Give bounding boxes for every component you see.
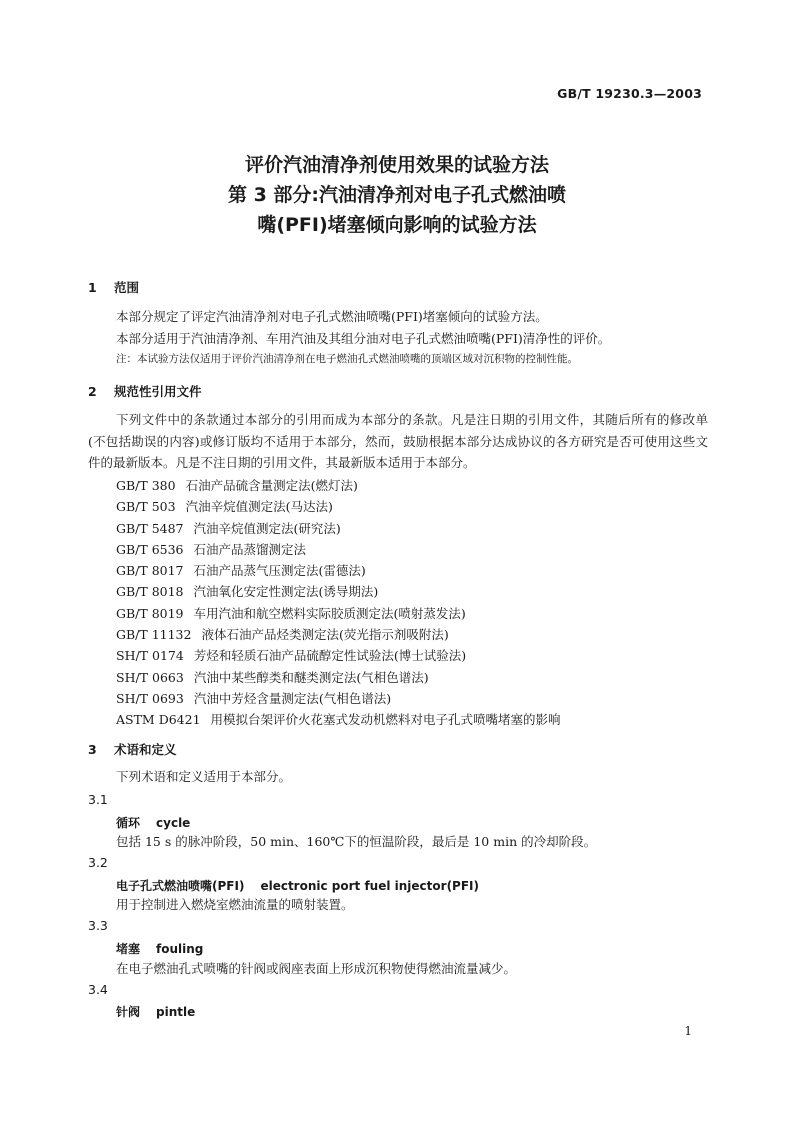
reference-code: GB/T 8018 <box>116 584 184 600</box>
term-number: 3.3 <box>88 918 108 933</box>
term-name-cn: 针阀 <box>116 1005 141 1019</box>
section-number: 1 <box>88 280 97 295</box>
term-name-en: pintle <box>156 1005 196 1019</box>
page-number: 1 <box>684 1024 692 1038</box>
scope-paragraph-2: 本部分适用于汽油清净剂、车用汽油及其组分油对电子孔式燃油喷嘴(PFI)清净性的评价。 <box>116 331 611 346</box>
reference-title: 液体石油产品烃类测定法(荧光指示剂吸附法) <box>201 627 449 643</box>
reference-item <box>116 518 561 539</box>
reference-item <box>116 581 561 602</box>
section-title: 规范性引用文件 <box>114 384 202 399</box>
reference-item <box>116 624 561 645</box>
term-definition: 包括 15 s 的脉冲阶段，50 min、160℃下的恒温阶段，最后是 10 min 的冷却阶段。 <box>116 834 597 849</box>
reference-title: 汽油辛烷值测定法(马达法) <box>185 499 333 515</box>
reference-list <box>116 475 561 731</box>
reference-item <box>116 667 561 688</box>
section-number: 2 <box>88 384 97 399</box>
reference-code: GB/T 380 <box>116 478 176 493</box>
title-line-2: 第 3 部分:汽油清净剂对电子孔式燃油喷 <box>227 184 567 206</box>
reference-item <box>116 496 561 517</box>
term-number: 3.1 <box>88 792 108 807</box>
reference-title: 石油产品硫含量测定法(燃灯法) <box>185 478 358 493</box>
reference-title: 汽油中芳烃含量测定法(气相色谱法) <box>193 690 392 706</box>
normative-references-intro: 下列文件中的条款通过本部分的引用而成为本部分的条款。凡是注日期的引用文件，其随后所有的修改单(不包括勘误的内容)或修订版均不适用于本部分，然而，鼓励根据本部分达成协议的各方研究是否可使用这些文件的最新版本。凡是不注日期的引用文件，其最新版本适用于本部分。 <box>88 412 708 470</box>
reference-item <box>116 603 561 624</box>
reference-title: 车用汽油和航空燃料实际胶质测定法(喷射蒸发法) <box>193 605 466 621</box>
reference-title: 芳烃和轻质石油产品硫醇定性试验法(博士试验法) <box>193 648 467 664</box>
term-name-en: cycle <box>156 816 191 830</box>
reference-code: SH/T 0663 <box>116 669 184 685</box>
term-name-cn: 电子孔式燃油喷嘴(PFI) <box>116 879 245 893</box>
reference-item <box>116 539 561 560</box>
term-name <box>116 1003 195 1020</box>
reference-item <box>116 645 561 666</box>
section-3-heading <box>88 740 177 758</box>
section-1-heading <box>88 278 139 296</box>
reference-item <box>116 709 561 730</box>
section-title: 术语和定义 <box>114 742 177 757</box>
reference-item <box>116 475 561 496</box>
reference-title: 用模拟台架评价火花塞式发动机燃料对电子孔式喷嘴堵塞的影响 <box>210 712 561 728</box>
reference-code: ASTM D6421 <box>116 712 201 728</box>
term-definition: 在电子燃油孔式喷嘴的针阀或阀座表面上形成沉积物使得燃油流量减少。 <box>116 961 517 976</box>
reference-title: 汽油辛烷值测定法(研究法) <box>193 520 341 536</box>
title-line-1: 评价汽油清净剂使用效果的试验方法 <box>244 154 549 176</box>
section-title: 范围 <box>114 280 140 295</box>
term-name-cn: 堵塞 <box>116 942 141 956</box>
term-number: 3.4 <box>88 982 108 997</box>
document-title <box>0 150 794 240</box>
term-name <box>116 814 190 831</box>
reference-code: GB/T 8019 <box>116 605 184 621</box>
term-definition: 用于控制进入燃烧室燃油流量的喷射装置。 <box>116 897 354 912</box>
reference-code: SH/T 0174 <box>116 648 184 664</box>
reference-title: 石油产品蒸气压测定法(雷德法) <box>193 563 366 579</box>
term-name <box>116 940 203 957</box>
reference-item <box>116 688 561 709</box>
term-name-en: fouling <box>156 942 204 956</box>
reference-title: 石油产品蒸馏测定法 <box>193 541 307 557</box>
term-number: 3.2 <box>88 855 108 870</box>
section-number: 3 <box>88 742 97 757</box>
reference-code: GB/T 5487 <box>116 520 184 536</box>
standard-number: GB/T 19230.3—2003 <box>557 86 702 101</box>
reference-code: GB/T 8017 <box>116 563 184 579</box>
reference-code: GB/T 6536 <box>116 541 184 557</box>
reference-code: GB/T 11132 <box>116 627 192 643</box>
reference-item <box>116 560 561 581</box>
scope-paragraph-1: 本部分规定了评定汽油清净剂对电子孔式燃油喷嘴(PFI)堵塞倾向的试验方法。 <box>116 309 548 324</box>
reference-code: GB/T 503 <box>116 499 176 515</box>
terms-intro: 下列术语和定义适用于本部分。 <box>116 769 292 784</box>
scope-note: 注：本试验方法仅适用于评价汽油清净剂在电子燃油孔式燃油喷嘴的顶端区域对沉积物的控制性能。 <box>116 353 578 365</box>
term-name-en: electronic port fuel injector(PFI) <box>260 879 479 893</box>
title-line-3: 嘴(PFI)堵塞倾向影响的试验方法 <box>257 214 537 236</box>
term-name-cn: 循环 <box>116 816 141 830</box>
section-2-heading <box>88 382 202 400</box>
reference-code: SH/T 0693 <box>116 690 184 706</box>
reference-title: 汽油中某些醇类和醚类测定法(气相色谱法) <box>193 669 429 685</box>
term-name <box>116 877 479 894</box>
reference-title: 汽油氧化安定性测定法(诱导期法) <box>193 584 379 600</box>
